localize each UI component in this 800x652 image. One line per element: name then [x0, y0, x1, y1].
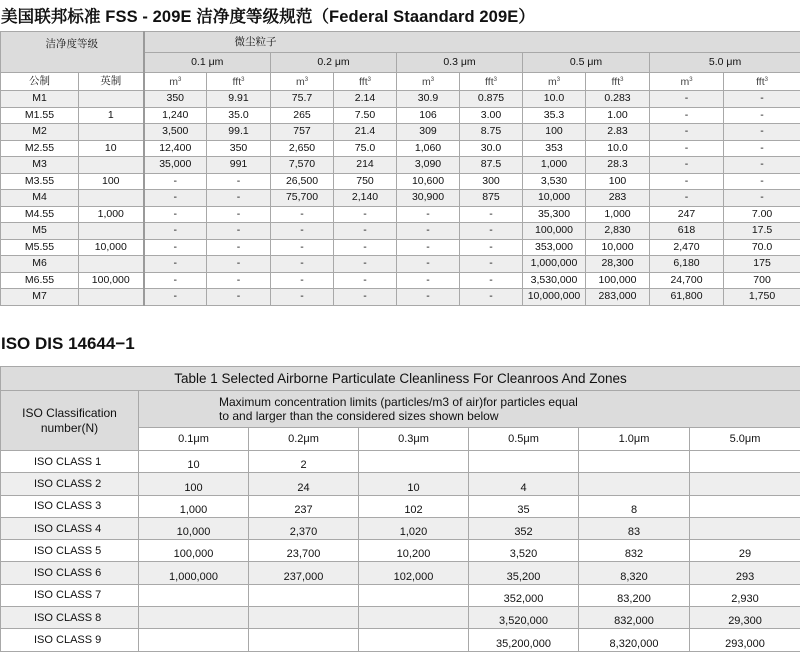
table-row: [1, 157, 800, 174]
value-cell: -: [271, 256, 334, 273]
value-cell: -: [334, 256, 397, 273]
value-cell: -: [144, 173, 207, 190]
value-cell: -: [271, 272, 334, 289]
value-cell: 35,300: [523, 206, 586, 223]
metric-class: M4: [1, 190, 79, 207]
value-cell: 29,300: [690, 607, 800, 629]
value-cell: [690, 451, 800, 473]
iso-class-name: ISO CLASS 6: [1, 562, 139, 584]
value-cell: 100,000: [139, 540, 249, 562]
value-cell: 61,800: [650, 289, 724, 306]
value-cell: 247: [650, 206, 724, 223]
value-cell: -: [397, 223, 460, 240]
value-cell: 83: [579, 517, 690, 539]
value-cell: 10,000: [586, 239, 650, 256]
value-cell: -: [460, 256, 523, 273]
english-class: 1: [79, 107, 144, 124]
value-cell: [359, 584, 469, 606]
value-cell: 106: [397, 107, 460, 124]
value-cell: -: [207, 289, 271, 306]
table-row: [1, 562, 800, 584]
table-row: [1, 124, 800, 141]
table-row: [1, 272, 800, 289]
value-cell: 2,650: [271, 140, 334, 157]
value-cell: 12,400: [144, 140, 207, 157]
size-header: 0.1μm: [139, 428, 249, 451]
value-cell: -: [207, 190, 271, 207]
value-cell: 350: [144, 91, 207, 108]
value-cell: 237,000: [249, 562, 359, 584]
unit-m3: $m^3$: [271, 73, 334, 91]
iso-class-name: ISO CLASS 4: [1, 517, 139, 539]
value-cell: 832,000: [579, 607, 690, 629]
value-cell: 10.0: [523, 91, 586, 108]
value-cell: -: [650, 91, 724, 108]
value-cell: [139, 584, 249, 606]
value-cell: 0.283: [586, 91, 650, 108]
value-cell: 35: [469, 495, 579, 517]
value-cell: 8,320,000: [579, 629, 690, 651]
metric-class: M3.55: [1, 173, 79, 190]
value-cell: -: [334, 289, 397, 306]
size-header: 0.3 μm: [397, 53, 523, 73]
metric-class: M2.55: [1, 140, 79, 157]
value-cell: 3,530,000: [523, 272, 586, 289]
unit-m3: $m^3$: [144, 73, 207, 91]
value-cell: 10.0: [586, 140, 650, 157]
value-cell: 17.5: [724, 223, 800, 240]
value-cell: [249, 629, 359, 651]
value-cell: 1.00: [586, 107, 650, 124]
value-cell: 3,090: [397, 157, 460, 174]
value-cell: [249, 584, 359, 606]
value-cell: -: [144, 272, 207, 289]
english-header: 英制: [79, 73, 144, 91]
value-cell: 618: [650, 223, 724, 240]
value-cell: -: [207, 272, 271, 289]
value-cell: [249, 607, 359, 629]
value-cell: -: [144, 256, 207, 273]
table-row: [1, 91, 800, 108]
value-cell: 2,470: [650, 239, 724, 256]
value-cell: 7.50: [334, 107, 397, 124]
value-cell: [469, 451, 579, 473]
value-cell: 30,900: [397, 190, 460, 207]
english-class: 100,000: [79, 272, 144, 289]
value-cell: 10,000: [523, 190, 586, 207]
size-header: 0.3μm: [359, 428, 469, 451]
value-cell: 87.5: [460, 157, 523, 174]
table-row: [1, 629, 800, 651]
value-cell: 10,200: [359, 540, 469, 562]
table-row: [1, 289, 800, 306]
metric-class: M6.55: [1, 272, 79, 289]
value-cell: 700: [724, 272, 800, 289]
value-cell: [690, 517, 800, 539]
english-class: [79, 223, 144, 240]
value-cell: -: [724, 124, 800, 141]
value-cell: 353: [523, 140, 586, 157]
value-cell: -: [207, 173, 271, 190]
value-cell: 83,200: [579, 584, 690, 606]
value-cell: 28,300: [586, 256, 650, 273]
value-cell: -: [460, 223, 523, 240]
value-cell: 175: [724, 256, 800, 273]
english-class: [79, 289, 144, 306]
fss-209e-title: 美国联邦标准 FSS - 209E 洁净度等级规范（Federal Staandard 209E）: [1, 3, 535, 27]
value-cell: 3,530: [523, 173, 586, 190]
value-cell: -: [650, 173, 724, 190]
value-cell: -: [334, 206, 397, 223]
value-cell: -: [650, 124, 724, 141]
size-header: 0.5 μm: [523, 53, 650, 73]
english-class: 1,000: [79, 206, 144, 223]
value-cell: 283,000: [586, 289, 650, 306]
value-cell: [139, 607, 249, 629]
value-cell: 237: [249, 495, 359, 517]
table-title: Table 1 Selected Airborne Particulate Cleanliness For Cleanroos And Zones: [1, 367, 800, 391]
value-cell: 30.0: [460, 140, 523, 157]
value-cell: 75.0: [334, 140, 397, 157]
table-row: [1, 584, 800, 606]
value-cell: -: [460, 289, 523, 306]
value-cell: 265: [271, 107, 334, 124]
value-cell: 4: [469, 473, 579, 495]
value-cell: 8: [579, 495, 690, 517]
value-cell: 7,570: [271, 157, 334, 174]
value-cell: 35,000: [144, 157, 207, 174]
value-cell: 10: [359, 473, 469, 495]
value-cell: -: [650, 157, 724, 174]
english-class: 10,000: [79, 239, 144, 256]
metric-class: M5: [1, 223, 79, 240]
value-cell: 8.75: [460, 124, 523, 141]
value-cell: 214: [334, 157, 397, 174]
value-cell: 283: [586, 190, 650, 207]
value-cell: 100: [523, 124, 586, 141]
value-cell: -: [334, 239, 397, 256]
unit-ft3: fft$^3$: [724, 73, 800, 91]
value-cell: 28.3: [586, 157, 650, 174]
iso-class-name: ISO CLASS 8: [1, 607, 139, 629]
value-cell: 35,200: [469, 562, 579, 584]
english-class: [79, 91, 144, 108]
value-cell: 0.875: [460, 91, 523, 108]
table-row: [1, 517, 800, 539]
value-cell: 6,180: [650, 256, 724, 273]
metric-class: M2: [1, 124, 79, 141]
value-cell: -: [460, 239, 523, 256]
value-cell: 2,930: [690, 584, 800, 606]
english-class: [79, 157, 144, 174]
table-row: [1, 540, 800, 562]
particle-header: 微尘粒子: [144, 32, 800, 53]
value-cell: 100: [586, 173, 650, 190]
value-cell: -: [144, 223, 207, 240]
unit-ft3: fft$^3$: [586, 73, 650, 91]
english-class: [79, 190, 144, 207]
metric-header: 公制: [1, 73, 79, 91]
iso-14644-title: ISO DIS 14644−1: [1, 334, 135, 354]
value-cell: -: [144, 206, 207, 223]
value-cell: 293: [690, 562, 800, 584]
iso-class-name: ISO CLASS 7: [1, 584, 139, 606]
value-cell: -: [207, 223, 271, 240]
value-cell: -: [397, 256, 460, 273]
value-cell: 75.7: [271, 91, 334, 108]
value-cell: -: [650, 107, 724, 124]
table-row: [1, 190, 800, 207]
value-cell: 350: [207, 140, 271, 157]
size-header: 0.1 μm: [144, 53, 271, 73]
value-cell: -: [207, 206, 271, 223]
value-cell: [579, 473, 690, 495]
value-cell: -: [460, 272, 523, 289]
iso-class-header: ISO Classification number(N): [1, 391, 139, 451]
value-cell: -: [724, 107, 800, 124]
unit-m3: $m^3$: [650, 73, 724, 91]
value-cell: -: [724, 157, 800, 174]
value-cell: 1,240: [144, 107, 207, 124]
value-cell: 3,500: [144, 124, 207, 141]
table-row: [1, 140, 800, 157]
value-cell: [690, 473, 800, 495]
table-row: [1, 607, 800, 629]
table-row: [1, 473, 800, 495]
table-row: [1, 239, 800, 256]
value-cell: [359, 451, 469, 473]
value-cell: [139, 629, 249, 651]
value-cell: 2,830: [586, 223, 650, 240]
value-cell: -: [724, 190, 800, 207]
value-cell: -: [650, 190, 724, 207]
value-cell: -: [397, 272, 460, 289]
value-cell: 750: [334, 173, 397, 190]
value-cell: 10: [139, 451, 249, 473]
value-cell: [690, 495, 800, 517]
value-cell: 23,700: [249, 540, 359, 562]
english-class: 100: [79, 173, 144, 190]
value-cell: -: [271, 289, 334, 306]
value-cell: 1,020: [359, 517, 469, 539]
value-cell: 352,000: [469, 584, 579, 606]
value-cell: -: [207, 256, 271, 273]
size-header: 5.0μm: [690, 428, 800, 451]
class-header: 洁净度等级: [1, 32, 144, 73]
value-cell: 10,000,000: [523, 289, 586, 306]
value-cell: 9.91: [207, 91, 271, 108]
concentration-limits-header: Maximum concentration limits (particles/m3 of air)for particles equal to and larger than the considered sizes shown below: [139, 391, 800, 428]
unit-m3: $m^3$: [397, 73, 460, 91]
value-cell: 991: [207, 157, 271, 174]
value-cell: 35.3: [523, 107, 586, 124]
unit-m3: $m^3$: [523, 73, 586, 91]
value-cell: 2: [249, 451, 359, 473]
value-cell: 35,200,000: [469, 629, 579, 651]
metric-class: M1.55: [1, 107, 79, 124]
value-cell: 3.00: [460, 107, 523, 124]
value-cell: 757: [271, 124, 334, 141]
unit-ft3: fft$^3$: [334, 73, 397, 91]
metric-class: M7: [1, 289, 79, 306]
value-cell: 1,060: [397, 140, 460, 157]
english-class: [79, 256, 144, 273]
value-cell: 2.14: [334, 91, 397, 108]
value-cell: 26,500: [271, 173, 334, 190]
table-row: [1, 256, 800, 273]
value-cell: 8,320: [579, 562, 690, 584]
iso-class-name: ISO CLASS 2: [1, 473, 139, 495]
iso-class-name: ISO CLASS 5: [1, 540, 139, 562]
value-cell: 7.00: [724, 206, 800, 223]
value-cell: 100,000: [523, 223, 586, 240]
value-cell: -: [397, 239, 460, 256]
english-class: 10: [79, 140, 144, 157]
value-cell: 99.1: [207, 124, 271, 141]
fss-209e-table: [0, 31, 800, 306]
size-header: 1.0μm: [579, 428, 690, 451]
value-cell: -: [724, 173, 800, 190]
unit-ft3: fft$^3$: [460, 73, 523, 91]
value-cell: 1,000: [139, 495, 249, 517]
value-cell: -: [724, 140, 800, 157]
value-cell: 10,600: [397, 173, 460, 190]
value-cell: -: [207, 239, 271, 256]
value-cell: -: [144, 239, 207, 256]
value-cell: 100,000: [586, 272, 650, 289]
size-header: 0.2 μm: [271, 53, 397, 73]
metric-class: M3: [1, 157, 79, 174]
iso-class-name: ISO CLASS 1: [1, 451, 139, 473]
value-cell: 309: [397, 124, 460, 141]
value-cell: -: [271, 223, 334, 240]
value-cell: 10,000: [139, 517, 249, 539]
value-cell: -: [144, 289, 207, 306]
table-row: [1, 173, 800, 190]
value-cell: -: [334, 223, 397, 240]
value-cell: 300: [460, 173, 523, 190]
value-cell: 1,000,000: [139, 562, 249, 584]
value-cell: 100: [139, 473, 249, 495]
metric-class: M5.55: [1, 239, 79, 256]
iso-class-name: ISO CLASS 9: [1, 629, 139, 651]
value-cell: -: [397, 289, 460, 306]
value-cell: [359, 629, 469, 651]
value-cell: 75,700: [271, 190, 334, 207]
value-cell: 832: [579, 540, 690, 562]
value-cell: 30.9: [397, 91, 460, 108]
value-cell: 1,000,000: [523, 256, 586, 273]
value-cell: 24,700: [650, 272, 724, 289]
value-cell: -: [271, 239, 334, 256]
value-cell: 1,750: [724, 289, 800, 306]
value-cell: 1,000: [586, 206, 650, 223]
value-cell: -: [460, 206, 523, 223]
english-class: [79, 124, 144, 141]
value-cell: 29: [690, 540, 800, 562]
metric-class: M4.55: [1, 206, 79, 223]
table-row: [1, 107, 800, 124]
value-cell: -: [724, 91, 800, 108]
value-cell: 875: [460, 190, 523, 207]
value-cell: 24: [249, 473, 359, 495]
value-cell: [579, 451, 690, 473]
value-cell: -: [397, 206, 460, 223]
table-row: [1, 223, 800, 240]
value-cell: 70.0: [724, 239, 800, 256]
iso-class-name: ISO CLASS 3: [1, 495, 139, 517]
iso-14644-table: [0, 366, 800, 652]
value-cell: 102: [359, 495, 469, 517]
table-row: [1, 451, 800, 473]
value-cell: -: [144, 190, 207, 207]
value-cell: 1,000: [523, 157, 586, 174]
table-row: [1, 495, 800, 517]
value-cell: 352: [469, 517, 579, 539]
value-cell: 293,000: [690, 629, 800, 651]
metric-class: M6: [1, 256, 79, 273]
value-cell: 2.83: [586, 124, 650, 141]
value-cell: 2,370: [249, 517, 359, 539]
value-cell: 21.4: [334, 124, 397, 141]
value-cell: 353,000: [523, 239, 586, 256]
value-cell: 102,000: [359, 562, 469, 584]
value-cell: 3,520,000: [469, 607, 579, 629]
unit-ft3: fft$^3$: [207, 73, 271, 91]
value-cell: 35.0: [207, 107, 271, 124]
size-header: 0.5μm: [469, 428, 579, 451]
value-cell: 3,520: [469, 540, 579, 562]
size-header: 0.2μm: [249, 428, 359, 451]
value-cell: -: [650, 140, 724, 157]
value-cell: 2,140: [334, 190, 397, 207]
value-cell: -: [334, 272, 397, 289]
value-cell: -: [271, 206, 334, 223]
value-cell: [359, 607, 469, 629]
table-row: [1, 206, 800, 223]
metric-class: M1: [1, 91, 79, 108]
size-header: 5.0 μm: [650, 53, 800, 73]
